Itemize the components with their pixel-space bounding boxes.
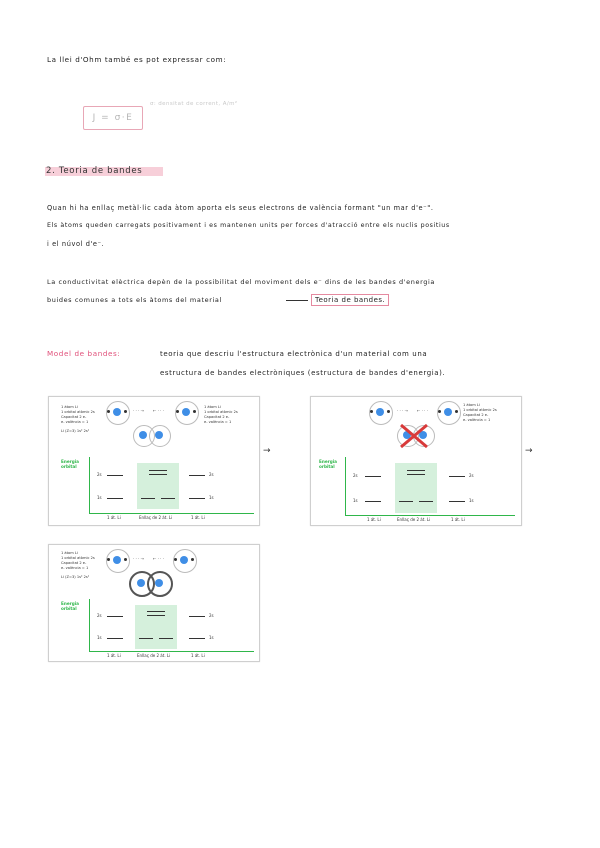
formula-box: J = σ·E (83, 106, 143, 130)
level-line (365, 476, 381, 477)
section-heading: 2. Teoria de bandes (46, 166, 143, 176)
x-label-right: 1 át. Li (451, 517, 465, 522)
nucleus (155, 431, 163, 439)
electron (191, 558, 194, 561)
arrow-icon: → (525, 446, 533, 456)
model-label: Model de bandes: (47, 349, 121, 358)
paragraph-1-line-1: Quan hi ha enllaç metàl·lic cada àtom aporta els seus electrons de valència formant "un mar d'e⁻". (47, 204, 434, 212)
nucleus (155, 579, 163, 587)
level-2s-label: 2s (469, 473, 474, 478)
diagram-panel-3 (48, 544, 260, 662)
cross-icon (399, 423, 429, 449)
nucleus (113, 408, 121, 416)
model-line-2: estructura de bandes electròniques (estructura de bandes d'energia). (160, 369, 446, 377)
nucleus (376, 408, 384, 416)
electron (370, 410, 373, 413)
level-1s-label: 1s (97, 495, 102, 500)
nucleus (137, 579, 145, 587)
boxed-term: Teoria de bandes. (311, 294, 389, 306)
level-line (139, 638, 153, 639)
x-label-right: 1 át. Li (191, 653, 205, 658)
electron (176, 410, 179, 413)
electron (107, 410, 110, 413)
y-axis (89, 457, 90, 513)
energy-axis-label: Energia orbital (61, 459, 80, 469)
x-label-mid: Enllaç de 2 át. Li (397, 517, 431, 522)
arrow-line (286, 300, 308, 301)
nucleus (113, 556, 121, 564)
arrow-dots: · · · → (133, 408, 144, 413)
atom-info-left: 1 àtom Li 1 orbital atòmic 2s Capacitat 2 e- e- valència = 1 (61, 405, 95, 424)
arrow-dots: · · · → (397, 408, 408, 413)
x-label-left: 1 át. Li (367, 517, 381, 522)
level-1s-label: 1s (97, 635, 102, 640)
x-label-mid: Enllaç de 2 át. Li (139, 515, 173, 520)
level-line (147, 611, 165, 612)
level-line (407, 474, 425, 475)
electron (193, 410, 196, 413)
diagram-panel-1 (48, 396, 260, 526)
level-line (449, 476, 465, 477)
energy-axis-label: Energia orbital (61, 601, 80, 611)
level-line (107, 498, 123, 499)
level-1s-label: 1s (209, 635, 214, 640)
level-2s-label: 2s (353, 473, 358, 478)
electron (107, 558, 110, 561)
level-1s-label: 1s (209, 495, 214, 500)
electron (174, 558, 177, 561)
level-line (161, 498, 175, 499)
level-2s-label: 2s (209, 472, 214, 477)
level-2s-label: 2s (97, 613, 102, 618)
config-text: Li (Z=3) 1s² 2s¹ (61, 575, 90, 579)
level-2s-label: 2s (209, 613, 214, 618)
level-line (147, 615, 165, 616)
paragraph-2-line-1: La conductivitat elèctrica depèn de la possibilitat del moviment dels e⁻ dins de les bandes d'energia (47, 278, 435, 286)
model-line-1: teoria que descriu l'estructura electrònica d'un material com una (160, 350, 428, 358)
x-label-right: 1 át. Li (191, 515, 205, 520)
level-line (419, 501, 433, 502)
y-axis (345, 457, 346, 515)
x-label-mid: Enllaç de 2 át. Li (137, 653, 171, 658)
diagram-panel-2 (310, 396, 522, 526)
level-line (449, 501, 465, 502)
nucleus (444, 408, 452, 416)
electron (438, 410, 441, 413)
level-line (107, 475, 123, 476)
arrow-icon: → (263, 446, 271, 456)
level-line (189, 638, 205, 639)
y-axis (89, 599, 90, 651)
level-line (399, 501, 413, 502)
config-text: Li (Z=3) 1s² 2s¹ (61, 429, 90, 433)
level-line (365, 501, 381, 502)
x-axis (89, 513, 254, 514)
electron (124, 558, 127, 561)
paragraph-1-line-2: Els àtoms queden carregats positivament i es mantenen units per forces d'atracció entre els nuclis positius (47, 222, 450, 229)
level-2s-label: 2s (97, 472, 102, 477)
arrow-dots: ← · · · (417, 408, 428, 413)
electron (387, 410, 390, 413)
level-1s-label: 1s (353, 498, 358, 503)
level-line (107, 616, 123, 617)
paragraph-2-line-2: buides comunes a tots els àtoms del material (47, 296, 222, 304)
level-1s-label: 1s (469, 498, 474, 503)
level-line (107, 638, 123, 639)
level-line (189, 475, 205, 476)
formula-note: σ: densitat de corrent, A/m² (150, 101, 238, 107)
level-line (189, 498, 205, 499)
nucleus (180, 556, 188, 564)
level-line (149, 470, 167, 471)
level-line (189, 616, 205, 617)
electron (124, 410, 127, 413)
electron (455, 410, 458, 413)
level-line (159, 638, 173, 639)
nucleus (182, 408, 190, 416)
atom-info-right: 1 àtom Li 1 orbital atòmic 2s Capacitat 2 e- e- valència = 1 (204, 405, 238, 424)
atom-info-right: 1 àtom Li 1 orbital atòmic 2s Capacitat 2 e- e- valència = 1 (463, 403, 497, 422)
arrow-dots: · · · → (133, 556, 144, 561)
level-line (407, 470, 425, 471)
arrow-dots: ← · · · (153, 556, 164, 561)
x-label-left: 1 át. Li (107, 515, 121, 520)
x-label-left: 1 át. Li (107, 653, 121, 658)
paragraph-1-line-3: i el núvol d'e⁻. (47, 240, 105, 248)
energy-axis-label: Energia orbital (319, 459, 338, 469)
x-axis (345, 515, 515, 516)
level-line (141, 498, 155, 499)
arrow-dots: ← · · · (153, 408, 164, 413)
nucleus (139, 431, 147, 439)
level-line (149, 474, 167, 475)
intro-line: La llei d'Ohm també es pot expressar com: (47, 55, 227, 64)
x-axis (89, 651, 254, 652)
atom-info-left: 1 àtom Li 1 orbital atòmic 2s Capacitat 2 e- e- valència = 1 (61, 551, 95, 570)
